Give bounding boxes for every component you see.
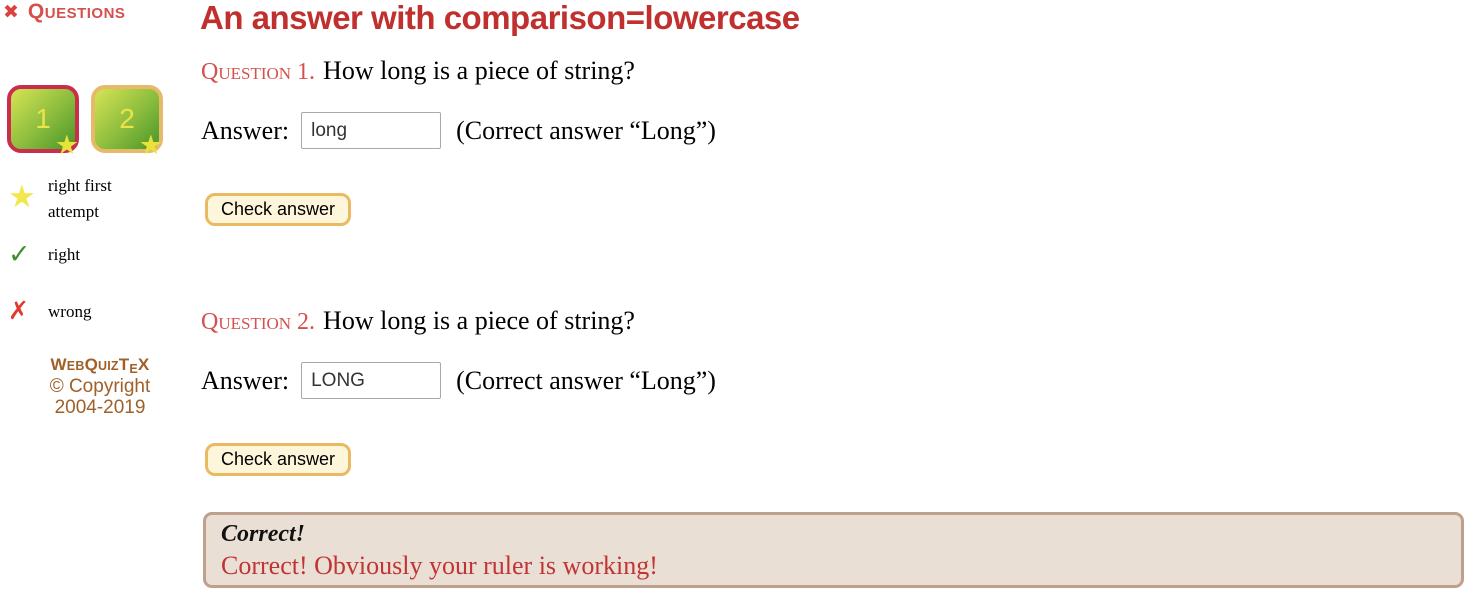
check-answer-button-1[interactable]: Check answer [205,193,351,226]
check-answer-button-2[interactable]: Check answer [205,443,351,476]
question-1-number: 1 [35,103,51,134]
question-2-label: Question 2. [201,309,316,335]
question-2-line [201,306,635,336]
answer-label: Answer: [201,115,290,145]
cross-icon: ✗ [8,296,29,325]
question-1-line [201,56,635,86]
legend-item-right-first-attempt [8,173,158,225]
star-icon: ★ [8,179,36,215]
answer-label: Answer: [201,365,290,395]
correct-answer-note: (Correct answer “Long”) [456,365,716,395]
question-2-number: 2 [119,103,135,134]
question-1-label: Question 1. [201,59,316,85]
legend-label: right [48,245,81,264]
star-icon: ★ [54,130,79,161]
legend-label: wrong [48,302,92,321]
answer-input-2[interactable] [301,362,441,399]
legend-label: right first attempt [48,176,112,221]
legend-item-right [8,239,158,268]
question-1-answer-row [201,112,716,149]
question-nav [7,85,163,161]
legend [8,173,158,325]
question-2-answer-row [201,362,716,399]
question-2-button[interactable] [91,85,163,161]
sidebar-header [3,0,125,24]
feedback-message: Correct! Obviously your ruler is working! [221,551,658,580]
question-2-text: How long is a piece of string? [323,306,635,335]
close-icon[interactable]: ✖ [3,1,19,23]
question-1-button[interactable] [7,85,79,161]
webquiztex-logo: WEBQUIZTEX [50,355,150,376]
copyright-text: © Copyright [49,376,151,397]
page-title: An answer with comparison=lowercase [200,0,800,36]
star-icon: ★ [138,130,163,161]
check-icon: ✓ [8,239,31,270]
question-1-text: How long is a piece of string? [323,56,635,85]
feedback-heading: Correct! [221,521,305,547]
sidebar-footer [10,355,190,418]
copyright-years: 2004-2019 [54,397,146,418]
answer-input-1[interactable] [301,112,441,149]
legend-item-wrong [8,282,158,325]
correct-answer-note: (Correct answer “Long”) [456,115,716,145]
feedback-box [203,512,1464,588]
sidebar-title: Questions [27,0,126,23]
